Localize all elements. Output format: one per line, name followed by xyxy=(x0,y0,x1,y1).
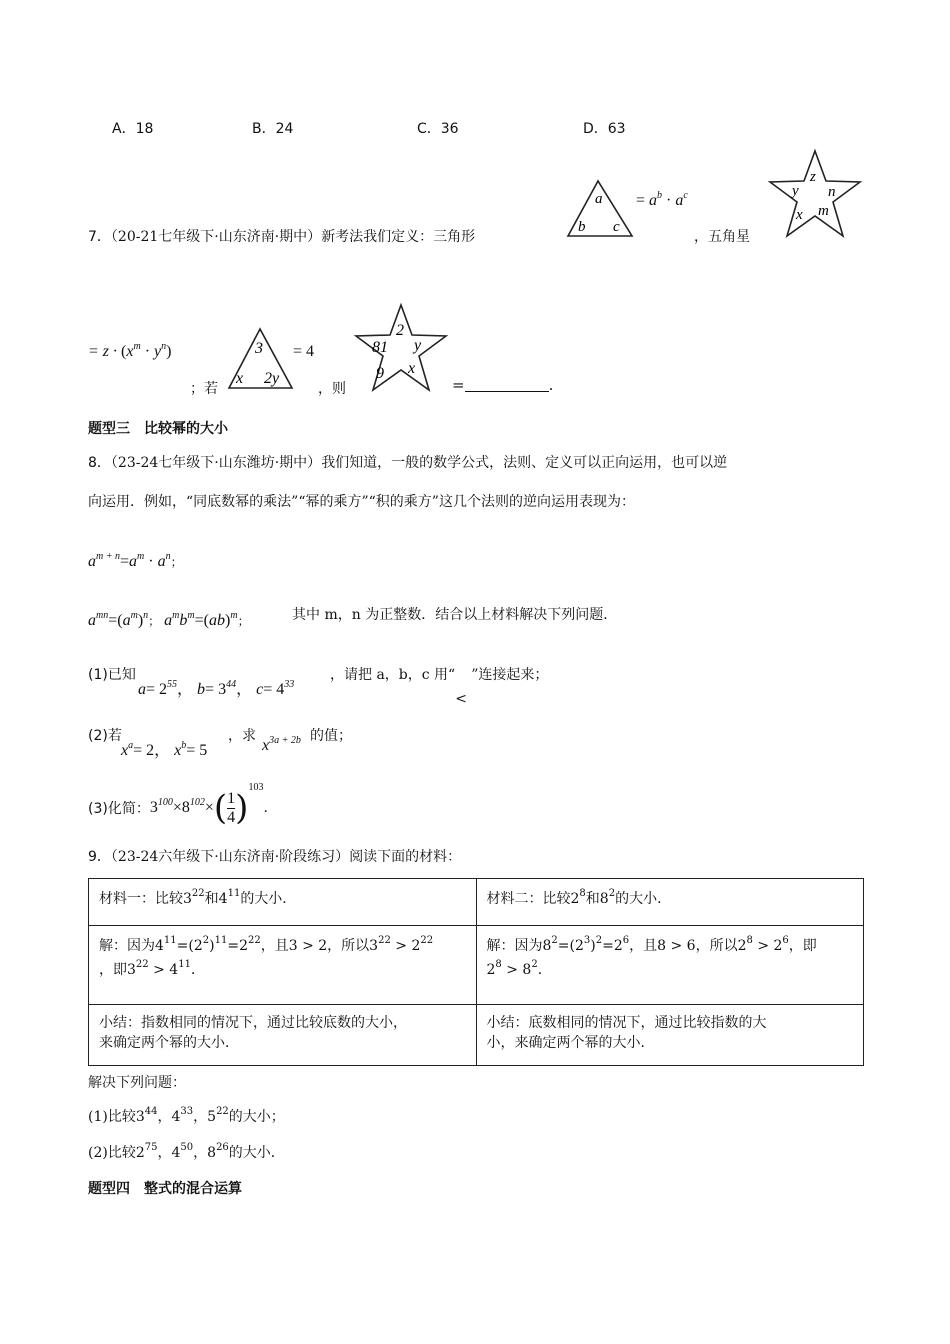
material-1-summary: 小结：指数相同的情况下，通过比较底数的大小， 来确定两个幂的大小． xyxy=(89,1005,477,1066)
q7-text: 新考法我们定义：三角形 xyxy=(321,229,476,245)
section-3-title: 题型三 比较幂的大小 xyxy=(88,421,228,437)
star-def-z: z xyxy=(810,169,816,185)
star-def-y: y xyxy=(792,183,799,199)
star-def-x: x xyxy=(796,207,803,223)
star-given xyxy=(352,302,450,396)
q7-source: （20-21七年级下·山东济南·期中） xyxy=(110,229,322,245)
q8-part2-tail: 的值； xyxy=(310,728,352,744)
triangle-definition xyxy=(565,178,637,240)
table-row xyxy=(89,879,864,926)
q8-line1: 8．（23-24七年级下·山东潍坊·期中）我们知道，一般的数学公式，法则、定义可以正向运用，也可以逆 xyxy=(88,455,728,471)
star-given-bl: 9 xyxy=(376,365,384,382)
tri-def-b: b xyxy=(578,219,586,235)
q8-part1-values: $a= 2^{55}$， $b= 3^{44}$， $c= 4^{33}$ xyxy=(138,679,295,698)
tri-def-c: c xyxy=(613,219,620,235)
q8-part2-target: $x^{3a + 2b}$ xyxy=(262,735,301,754)
q8-part2-label: (2)若 xyxy=(88,728,122,744)
star-given-left: 81 xyxy=(372,339,388,356)
tri-given-br: 2y xyxy=(264,370,280,387)
option-c: C．36 xyxy=(417,121,459,137)
star-def-m: m xyxy=(818,203,829,219)
tri-def-a: a xyxy=(595,191,603,207)
triangle-given xyxy=(226,326,296,392)
triangle-given-result: = 4 xyxy=(293,343,315,360)
star-def-n: n xyxy=(828,184,836,200)
q7-answer-line: = . xyxy=(452,376,554,394)
table-row xyxy=(89,926,864,1005)
q8-part2-given: $x^a= 2$， $x^b= 5$ xyxy=(121,740,208,759)
q7-number: 7． xyxy=(88,229,111,245)
q8-formula-tail: 其中 m，n 为正整数．结合以上材料解决下列问题． xyxy=(292,607,618,623)
q9-part1: (1)比较$3^{44}$，$4^{33}$，$5^{22}$的大小； xyxy=(88,1106,285,1125)
q8-part1-tail: ，请把 a，b，c 用“ < ”连接起来； xyxy=(330,667,549,707)
star-given-br: x xyxy=(408,360,416,377)
fraction-one-quarter: $\frac{1}{4}$ xyxy=(227,789,236,826)
star-definition-formula: = $z \cdot (x^m \cdot y^n)$ xyxy=(88,341,172,360)
q7-stem xyxy=(88,226,475,246)
tri-given-bl: x xyxy=(236,370,244,387)
material-2-summary: 小结：底数相同的情况下，通过比较指数的大 小，来确定两个幂的大小． xyxy=(476,1005,864,1066)
material-2-title: 材料二：比较$2^8$和$8^2$的大小． xyxy=(476,879,864,926)
q8-part3: (3)化简：$3^{100}\times 8^{102}\times$( $\frac{1}{4}$ )$^{103}$. xyxy=(88,782,268,828)
formula-product-rule: $a^{m + n}=a^m \cdot a^n$； xyxy=(88,551,183,570)
q7-if: ；若 xyxy=(190,381,218,397)
q8-line2: 向运用．例如，“同底数幂的乘法”“幂的乘方”“积的乘方”这几个法则的逆向运用表现为： xyxy=(88,494,635,510)
material-2-solution: 解：因为$8^2=(2^3)^2=2^6$，且8 > 6，所以$2^8 > 2^6$，即 $2^8 > 8^2$． xyxy=(476,926,864,1005)
formula-power-rules: $a^{mn}=(a^m)^n$； $a^mb^m=(ab)^m$； xyxy=(88,610,250,629)
section-4-title: 题型四 整式的混合运算 xyxy=(88,1181,242,1197)
material-1-solution: 解：因为$4^{11}=(2^2)^{11}=2^{22}$，且3 > 2，所以$3^{22} > 2^{22}$ ，即$3^{22} > 4^{11}$． xyxy=(89,926,477,1005)
q9-solve-label: 解决下列问题： xyxy=(88,1075,186,1091)
q8-part2-ask: ，求 xyxy=(228,728,256,744)
q9-part2: (2)比较$2^{75}$，$4^{50}$，$8^{26}$的大小． xyxy=(88,1142,285,1161)
answer-blank xyxy=(465,377,549,392)
q8-part1-label: (1)已知 xyxy=(88,667,136,683)
q7-then: ，则 xyxy=(318,381,346,397)
tri-given-top: 3 xyxy=(255,340,263,357)
triangle-definition-formula: = $a^b \cdot a^c$ xyxy=(636,190,688,209)
option-a: A．18 xyxy=(112,121,154,137)
option-b: B．24 xyxy=(252,121,294,137)
star-given-top: 2 xyxy=(396,322,404,339)
star-given-right: y xyxy=(414,337,422,354)
material-table xyxy=(88,878,864,1066)
material-1-title: 材料一：比较$3^{22}$和$4^{11}$的大小． xyxy=(89,879,477,926)
q9-stem: 9．（23-24六年级下·山东济南·阶段练习）阅读下面的材料： xyxy=(88,849,462,865)
star-definition xyxy=(766,148,864,242)
option-d: D．63 xyxy=(583,121,626,137)
q7-text-star: ，五角星 xyxy=(694,229,750,245)
table-row xyxy=(89,1005,864,1066)
